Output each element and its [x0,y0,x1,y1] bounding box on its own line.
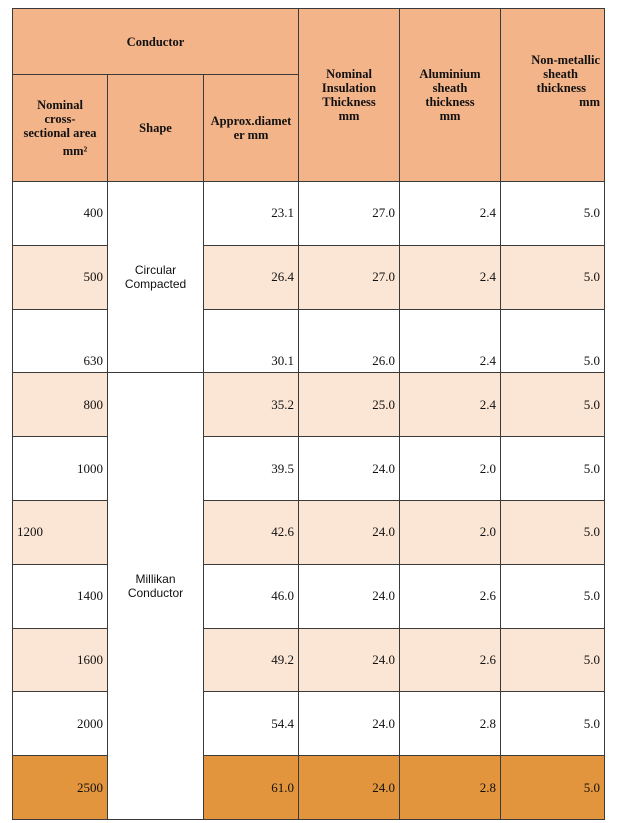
table-row [13,245,605,309]
table-row-highlighted [13,756,605,820]
insulation-cell: 27.0 [299,245,400,309]
shape-cell-millikan: Millikan Conductor [108,373,204,820]
aluminium-cell: 2.0 [400,437,501,501]
insulation-cell: 24.0 [299,437,400,501]
insulation-cell: 24.0 [299,628,400,692]
nonmetallic-cell: 5.0 [501,182,605,246]
shape-cell-circular: Circular Compacted [108,182,204,373]
nonmetallic-cell: 5.0 [501,309,605,373]
insulation-cell: 25.0 [299,373,400,437]
area-cell: 800 [13,373,108,437]
nonmetallic-cell: 5.0 [501,692,605,756]
table-row [13,500,605,564]
area-cell: 2500 [13,756,108,820]
diameter-cell: 49.2 [204,628,299,692]
area-cell: 2000 [13,692,108,756]
table-row [13,564,605,628]
insulation-cell: 26.0 [299,309,400,373]
table-row [13,373,605,437]
aluminium-cell: 2.4 [400,373,501,437]
table-row [13,628,605,692]
diameter-cell: 46.0 [204,564,299,628]
table-row [13,309,605,373]
nonmetallic-cell: 5.0 [501,437,605,501]
aluminium-cell: 2.8 [400,756,501,820]
diameter-header: Approx.diamet er mm [204,75,299,182]
area-cell: 1200 [13,500,108,564]
aluminium-cell: 2.4 [400,309,501,373]
area-cell: 1600 [13,628,108,692]
area-cell: 400 [13,182,108,246]
insulation-thickness-header: Nominal Insulation Thickness mm [299,9,400,182]
area-cell: 1000 [13,437,108,501]
nominal-area-header: Nominal cross- sectional area mm² [13,75,108,182]
cable-spec-table [12,8,605,820]
nonmetallic-cell: 5.0 [501,564,605,628]
nonmetallic-cell: 5.0 [501,628,605,692]
diameter-cell: 61.0 [204,756,299,820]
nonmetallic-sheath-header: Non-metallic sheath thickness mm [501,9,605,182]
shape-header: Shape [108,75,204,182]
nonmetallic-cell: 5.0 [501,245,605,309]
table-row [13,437,605,501]
table-row [13,182,605,246]
aluminium-cell: 2.8 [400,692,501,756]
diameter-cell: 30.1 [204,309,299,373]
diameter-cell: 23.1 [204,182,299,246]
diameter-cell: 39.5 [204,437,299,501]
insulation-cell: 24.0 [299,756,400,820]
insulation-cell: 24.0 [299,692,400,756]
diameter-cell: 42.6 [204,500,299,564]
diameter-cell: 35.2 [204,373,299,437]
conductor-header: Conductor [13,9,299,75]
nonmetallic-cell: 5.0 [501,373,605,437]
nonmetallic-cell: 5.0 [501,756,605,820]
aluminium-cell: 2.4 [400,182,501,246]
aluminium-sheath-header: Aluminium sheath thickness mm [400,9,501,182]
diameter-cell: 54.4 [204,692,299,756]
aluminium-cell: 2.4 [400,245,501,309]
area-cell: 1400 [13,564,108,628]
table-row [13,692,605,756]
insulation-cell: 24.0 [299,500,400,564]
insulation-cell: 27.0 [299,182,400,246]
area-cell: 500 [13,245,108,309]
area-cell: 630 [13,309,108,373]
diameter-cell: 26.4 [204,245,299,309]
aluminium-cell: 2.6 [400,628,501,692]
aluminium-cell: 2.6 [400,564,501,628]
nonmetallic-cell: 5.0 [501,500,605,564]
aluminium-cell: 2.0 [400,500,501,564]
insulation-cell: 24.0 [299,564,400,628]
